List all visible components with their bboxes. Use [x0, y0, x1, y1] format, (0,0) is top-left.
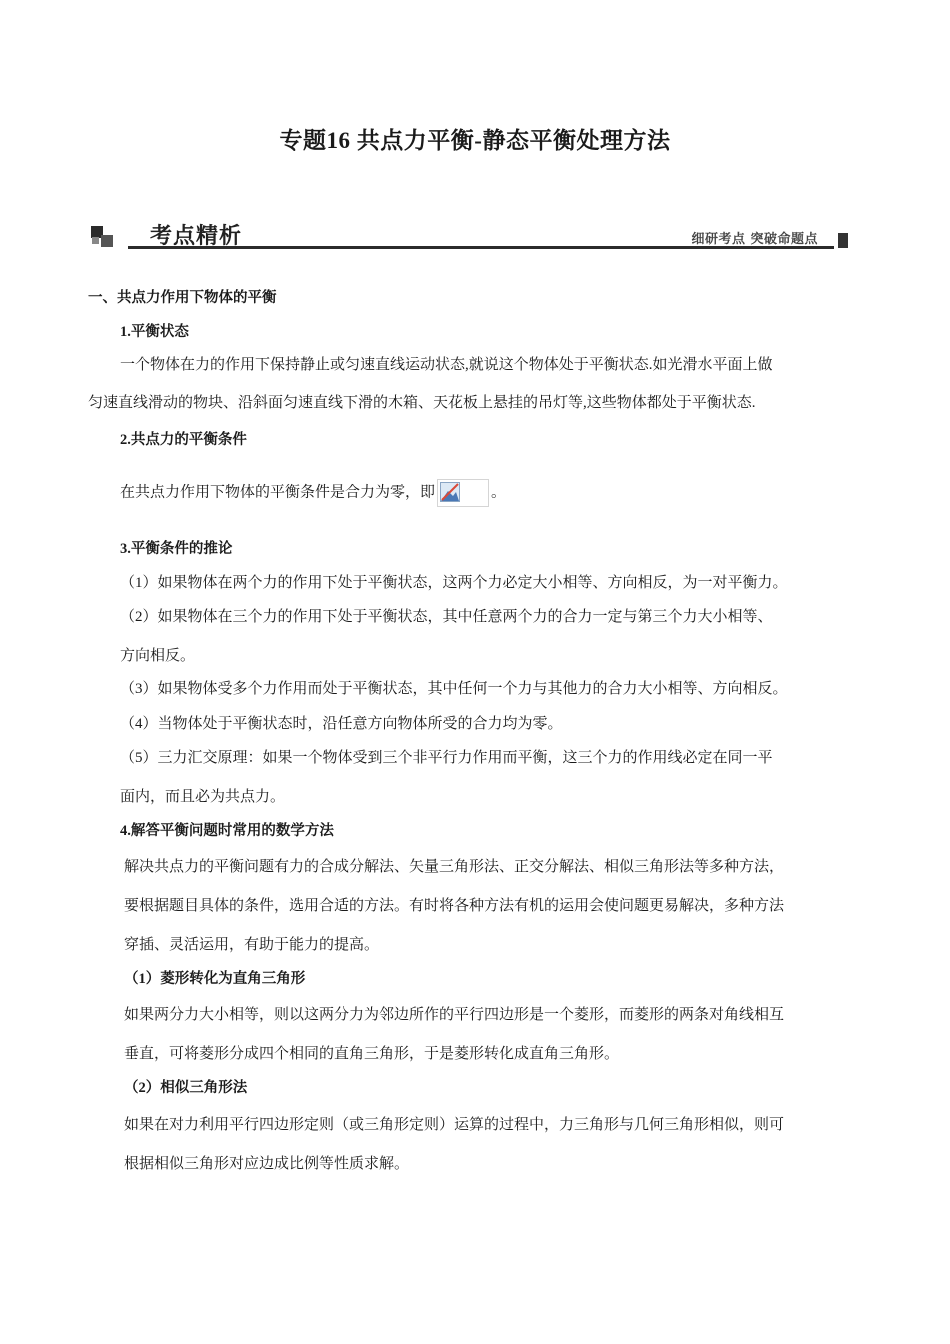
page-title: 专题16 共点力平衡-静态平衡处理方法: [279, 128, 671, 153]
subheading-math-methods: 4.解答平衡问题时常用的数学方法: [120, 823, 334, 839]
paragraph-line: 一个物体在力的作用下保持静止或匀速直线运动状态,就说这个物体处于平衡状态.如光滑水平面上做: [120, 357, 773, 373]
paragraph-line: 匀速直线滑动的物块、沿斜面匀速直线下滑的木箱、天花板上悬挂的吊灯等,这些物体都处于平衡状态.: [88, 395, 756, 411]
corollary-item: （1）如果物体在两个力的作用下处于平衡状态，这两个力必定大小相等、方向相反，为一对平衡力。: [120, 575, 788, 591]
paragraph-line: 如果在对力利用平行四边形定则（或三角形定则）运算的过程中，力三角形与几何三角形相似，则可: [124, 1117, 785, 1133]
corollary-item-continued: 方向相反。: [120, 648, 196, 664]
corollary-item: （2）如果物体在三个力的作用下处于平衡状态，其中任意两个力的合力一定与第三个力大小相等、: [120, 609, 773, 625]
banner-end-bar: [838, 233, 848, 248]
banner-subtitle: 细研考点 突破命题点: [691, 232, 818, 247]
paragraph-line: 要根据题目具体的条件，选用合适的方法。有时将各种方法有机的运用会使问题更易解决，多种方法: [124, 898, 785, 914]
banner-title: 考点精析: [150, 224, 243, 249]
banner-square-icon: [101, 235, 113, 247]
condition-text-end: 。: [491, 484, 507, 501]
subheading-equilibrium-condition: 2.共点力的平衡条件: [120, 432, 247, 448]
corollary-item-continued: 面内，而且必为共点力。: [120, 789, 286, 805]
corollary-item: （3）如果物体受多个力作用而处于平衡状态，其中任何一个力与其他力的合力大小相等、方向相反。: [120, 681, 788, 697]
corollary-item: （4）当物体处于平衡状态时，沿任意方向物体所受的合力均为零。: [120, 716, 563, 732]
section-banner: [88, 215, 850, 255]
subheading-corollaries: 3.平衡条件的推论: [120, 541, 233, 557]
subheading-equilibrium-state: 1.平衡状态: [120, 324, 189, 340]
corollary-item: （5）三力汇交原理：如果一个物体受到三个非平行力作用而平衡，这三个力的作用线必定在同一平: [120, 750, 773, 766]
paragraph-line: 垂直，可将菱形分成四个相同的直角三角形，于是菱形转化成直角三角形。: [124, 1046, 620, 1062]
paragraph-line: [120, 479, 506, 507]
method-heading-rhombus: （1）菱形转化为直角三角形: [124, 971, 306, 987]
section-heading: 一、共点力作用下物体的平衡: [88, 290, 277, 306]
condition-text: 在共点力作用下物体的平衡条件是合力为零，即: [120, 484, 436, 501]
method-heading-similar-triangles: （2）相似三角形法: [124, 1080, 248, 1096]
paragraph-line: 根据相似三角形对应边成比例等性质求解。: [124, 1156, 410, 1172]
paragraph-line: 如果两分力大小相等，则以这两分力为邻边所作的平行四边形是一个菱形，而菱形的两条对角线相互: [124, 1007, 785, 1023]
banner-square-icon: [92, 237, 99, 244]
paragraph-line: 解决共点力的平衡问题有力的合成分解法、矢量三角形法、正交分解法、相似三角形法等多种方法，: [124, 859, 785, 875]
formula-image-icon: [437, 479, 489, 507]
paragraph-line: 穿插、灵活运用，有助于能力的提高。: [124, 937, 380, 953]
